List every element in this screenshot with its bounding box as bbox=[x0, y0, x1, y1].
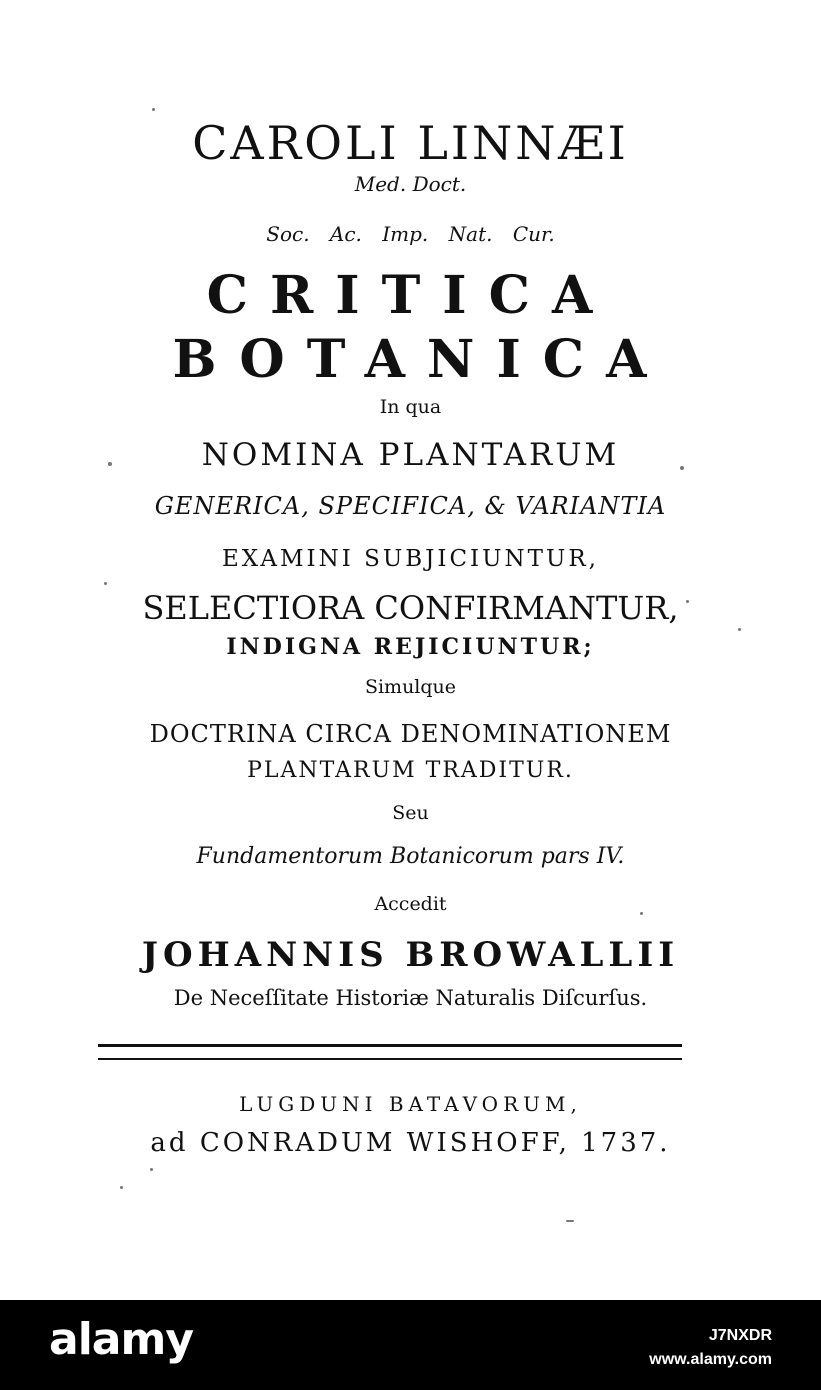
discursus-text: De Neceſſitate Historiæ Naturalis Diſcurſus. bbox=[173, 986, 648, 1010]
site-url: www.alamy.com bbox=[649, 1351, 772, 1368]
book-title-line-2: BOTANICA bbox=[172, 329, 669, 390]
imprint-place: LUGDUNI BATAVORUM, bbox=[239, 1092, 582, 1116]
watermark-footer bbox=[0, 1300, 821, 1390]
author-name: CAROLI LINNÆI bbox=[192, 116, 629, 170]
author-degree: Med. Doct. bbox=[354, 172, 467, 196]
print-speck bbox=[566, 1220, 574, 1222]
plantarum-traditur-text: PLANTARUM TRADITUR. bbox=[247, 758, 574, 783]
fundamentorum-text: Fundamentorum Botanicorum pars IV. bbox=[196, 844, 625, 869]
print-speck bbox=[680, 466, 684, 470]
print-speck bbox=[150, 1168, 153, 1171]
accedit-text: Accedit bbox=[374, 893, 447, 915]
print-speck bbox=[738, 628, 741, 631]
generica-text: GENERICA, SPECIFICA, & VARIANTIA bbox=[154, 492, 667, 520]
print-speck bbox=[104, 582, 107, 585]
simulque-text: Simulque bbox=[364, 676, 457, 698]
browallii-name: JOHANNIS BROWALLII bbox=[141, 935, 680, 975]
book-title-line-1: CRITICA bbox=[206, 265, 615, 326]
brand-logo: alamy bbox=[49, 1314, 193, 1365]
imprint-printer: ad CONRADUM WISHOFF, 1737. bbox=[150, 1128, 671, 1158]
seu-text: Seu bbox=[392, 802, 429, 824]
print-speck bbox=[120, 1186, 123, 1189]
nomina-plantarum-text: NOMINA PLANTARUM bbox=[201, 437, 620, 473]
print-speck bbox=[108, 462, 112, 466]
print-speck bbox=[152, 108, 155, 111]
in-qua-text: In qua bbox=[379, 396, 442, 418]
print-speck bbox=[640, 912, 643, 915]
author-society: Soc. Ac. Imp. Nat. Cur. bbox=[266, 222, 555, 246]
divider-thin bbox=[98, 1058, 682, 1060]
image-id: J7NXDR bbox=[708, 1327, 772, 1344]
indigna-text: INDIGNA REJICIUNTUR; bbox=[226, 634, 595, 660]
divider-thick bbox=[98, 1044, 682, 1047]
print-speck bbox=[686, 600, 689, 603]
selectiora-text: SELECTIORA CONFIRMANTUR, bbox=[142, 589, 679, 627]
examini-text: EXAMINI SUBJICIUNTUR, bbox=[221, 546, 599, 572]
doctrina-text: DOCTRINA CIRCA DENOMINATIONEM bbox=[149, 720, 672, 748]
